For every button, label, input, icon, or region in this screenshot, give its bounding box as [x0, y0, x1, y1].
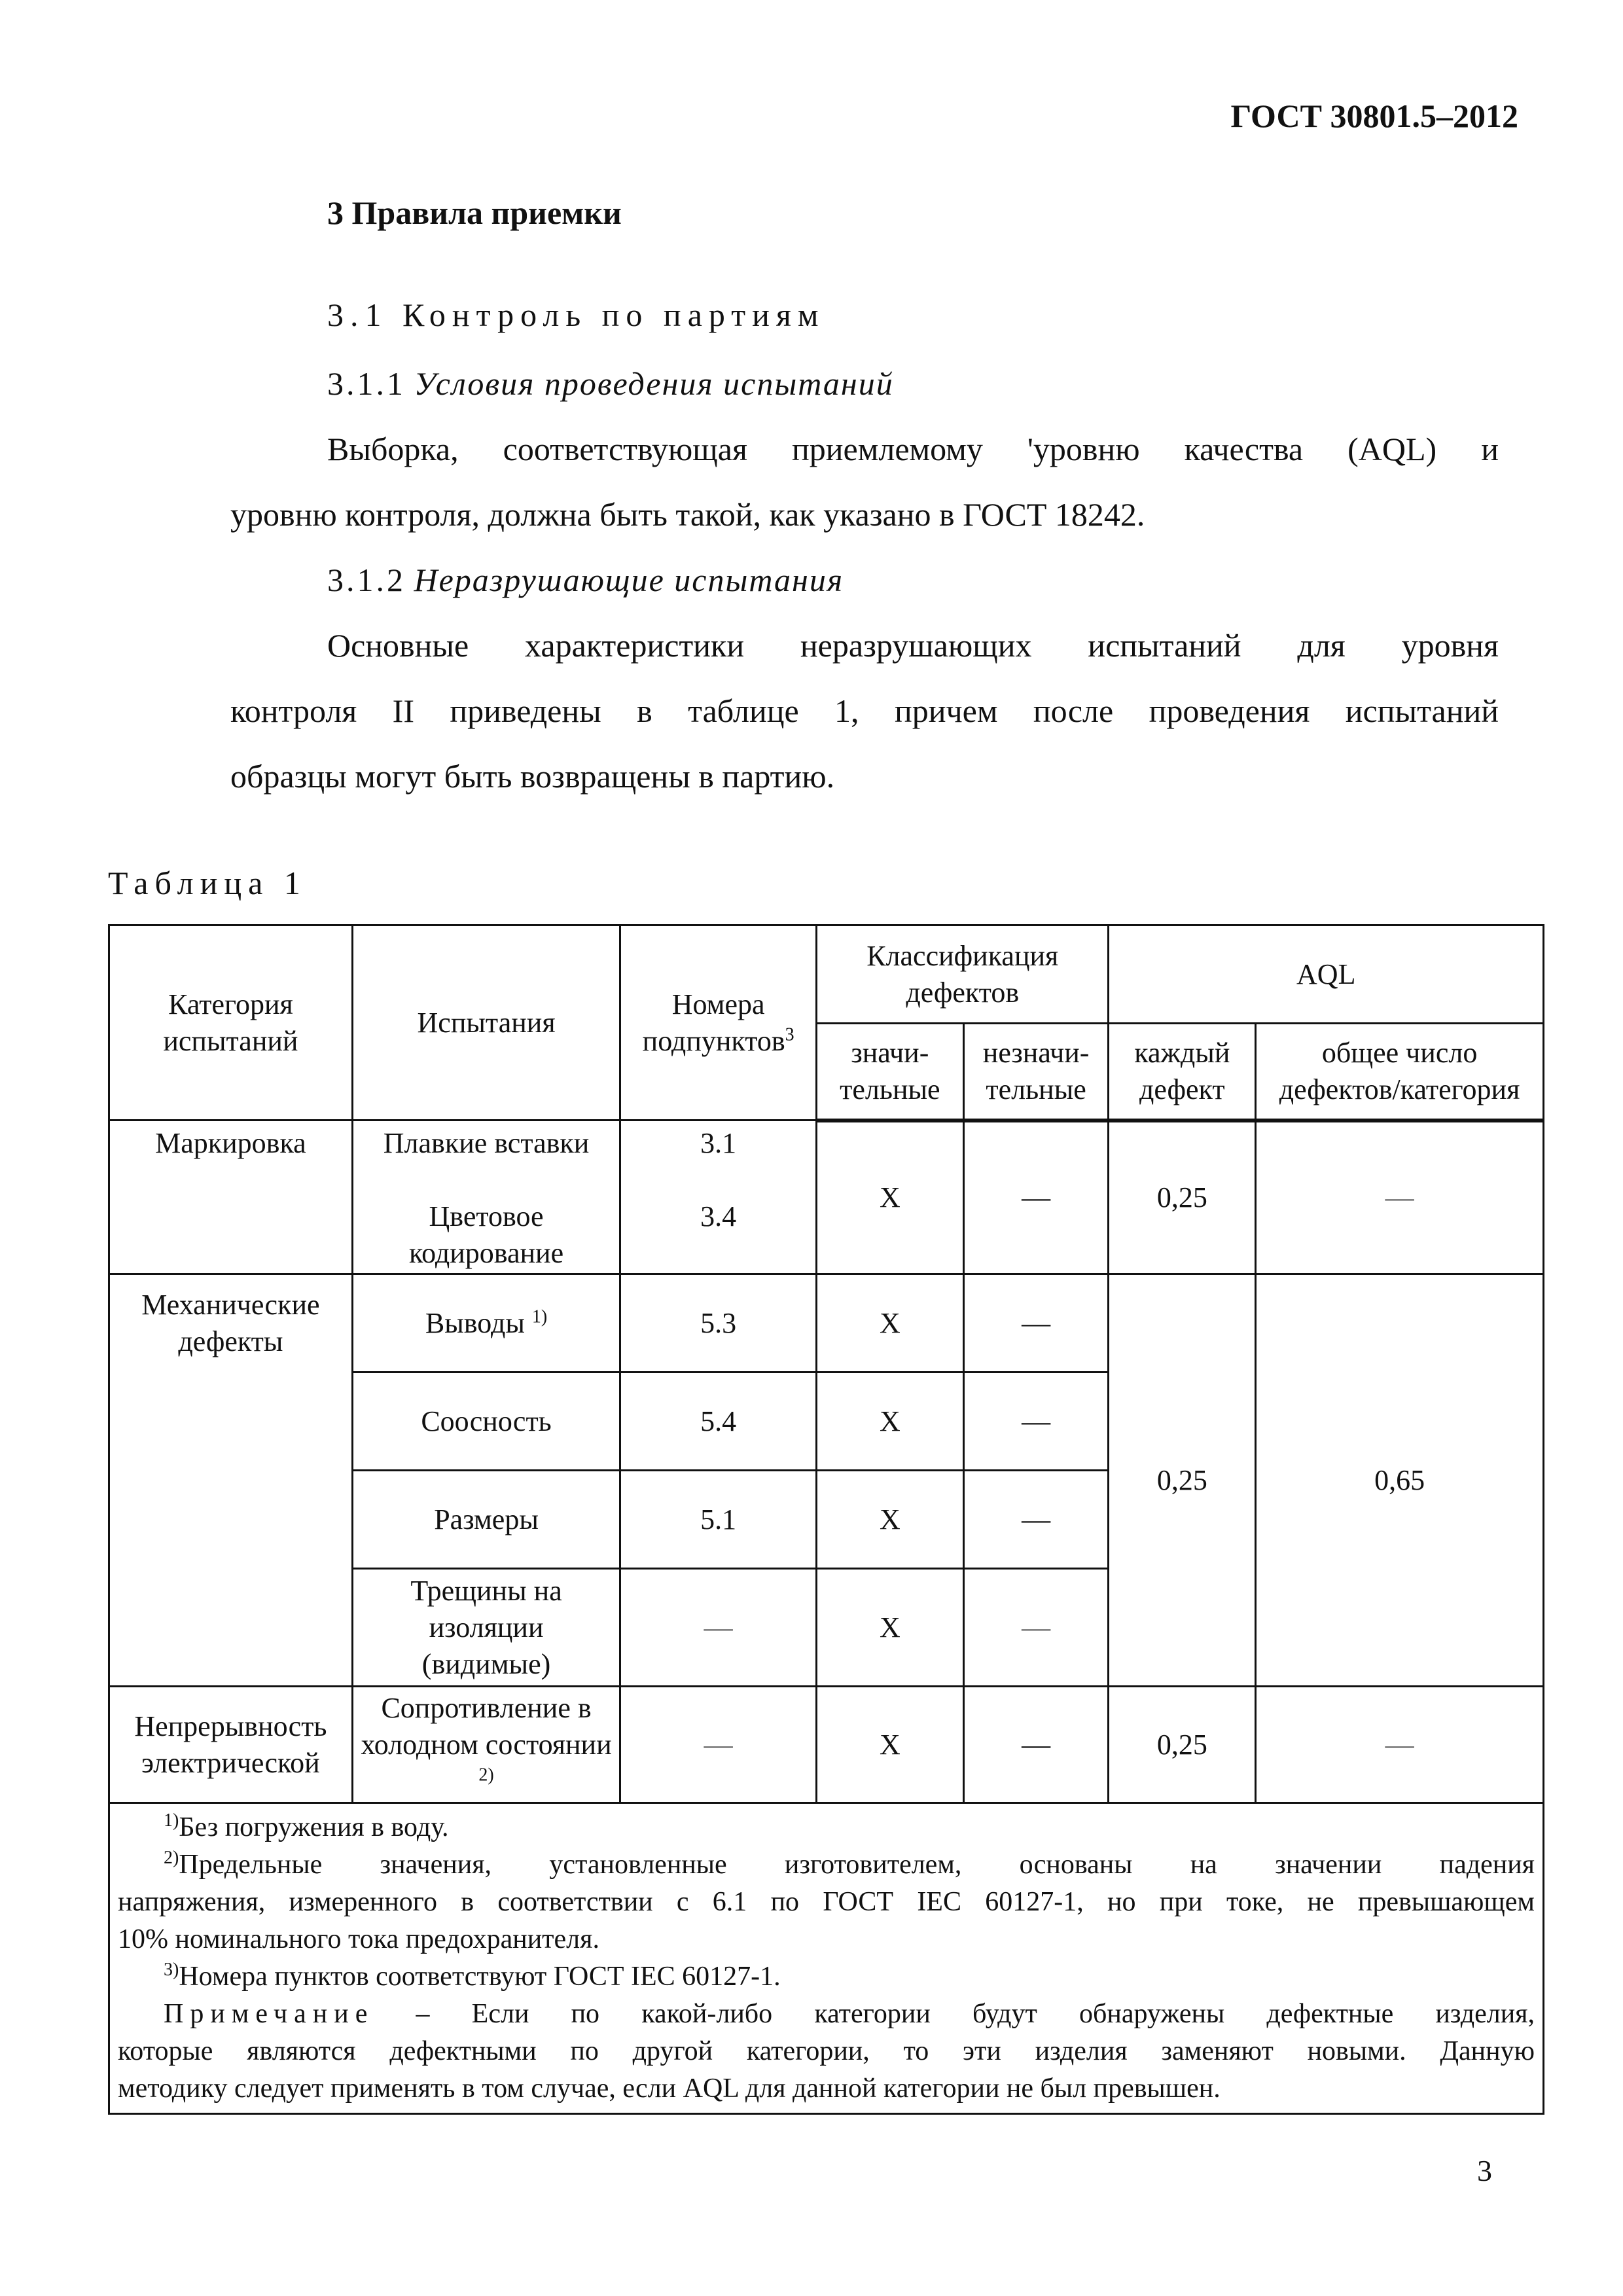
test-leads: Выводы	[425, 1306, 525, 1339]
paragraph-2-line-2: контроля II приведены в таблице 1, причем после проведения испытаний	[230, 692, 1499, 729]
standard-code: ГОСТ 30801.5–2012	[1230, 98, 1518, 134]
significant-cell: X	[817, 1372, 964, 1471]
subsection-number: 3.1.1	[327, 365, 406, 402]
significant-cell: X	[817, 1471, 964, 1569]
header-category: Категория испытаний	[109, 925, 353, 1121]
header-numbers	[620, 925, 817, 1121]
table-row	[109, 1687, 1544, 1803]
footnote-1	[118, 1809, 1535, 1846]
category-marking: Маркировка	[109, 1121, 353, 1274]
page-number: 3	[1477, 2154, 1492, 2187]
subsection-title: Неразрушающие испытания	[414, 562, 844, 598]
test-fuse-links: Плавкие вставки	[383, 1127, 590, 1159]
subsection-number: 3.1.2	[327, 562, 406, 598]
test-cold-resistance: Сопротивление в холодном состоянии	[361, 1691, 612, 1761]
total-cell: —	[1256, 1687, 1544, 1803]
table-footnotes-row	[109, 1803, 1544, 2114]
header-aql: AQL	[1109, 925, 1544, 1024]
table-footnotes	[109, 1803, 1544, 2114]
note-text-1: – Если по какой-либо категории будут обнаружены дефектные изделия,	[416, 1999, 1535, 2029]
header-classification: Классификация дефектов	[817, 925, 1109, 1024]
insignificant-cell: —	[963, 1372, 1109, 1471]
footnote-2-text-2: напряжения, измеренного в соответствии с 6.1 по ГОСТ IEC 60127-1, но при токе, не превышающем	[118, 1887, 1535, 1917]
footnote-3-mark: 3)	[164, 1960, 179, 1980]
test-color-coding: Цветовое кодирование	[408, 1200, 564, 1269]
significant-cell: X	[817, 1121, 964, 1274]
number-cell: 5.1	[620, 1471, 817, 1569]
test-alignment: Соосность	[352, 1372, 620, 1471]
each-defect-cell: 0,25	[1109, 1121, 1256, 1274]
number-cell	[620, 1121, 817, 1274]
paragraph-2-line-1: Основные характеристики неразрушающих испытаний для уровня	[327, 627, 1499, 664]
number-cell: 5.4	[620, 1372, 817, 1471]
insignificant-cell: —	[963, 1471, 1109, 1569]
footnote-1-text: Без погружения в воду.	[179, 1812, 449, 1842]
test-cell	[352, 1121, 620, 1274]
test-cell	[352, 1274, 620, 1372]
header-each-defect: каждый дефект	[1109, 1024, 1256, 1121]
footnote-2	[118, 1846, 1535, 1884]
insignificant-cell: —	[963, 1274, 1109, 1372]
footnote-ref-1: 1)	[531, 1306, 548, 1327]
insignificant-cell: —	[963, 1121, 1109, 1274]
header-tests: Испытания	[352, 925, 620, 1121]
significant-cell: X	[817, 1569, 964, 1687]
paragraph-2-line-3: образцы могут быть возвращены в партию.	[230, 758, 835, 795]
number-3-1: 3.1	[700, 1127, 737, 1159]
insignificant-cell: —	[963, 1687, 1109, 1803]
note-text-3: методику следует применять в том случае, если AQL для данной категории не был превышен.	[118, 2073, 1221, 2104]
category-continuity: Непрерывность электрической	[109, 1687, 353, 1803]
header-numbers-text: Номера подпунктов	[642, 988, 785, 1057]
table-caption: Таблица 1	[108, 865, 307, 901]
footnote-3	[118, 1958, 1535, 1996]
each-defect-cell: 0,25	[1109, 1687, 1256, 1803]
number-cell: —	[620, 1569, 817, 1687]
subsection-3-1-2	[327, 547, 844, 613]
paragraph-1-line-2: уровню контроля, должна быть такой, как указано в ГОСТ 18242.	[230, 496, 1145, 533]
note-text-2: которые являются дефектными по другой категории, то эти изделия заменяют новыми. Данную	[118, 2036, 1535, 2066]
test-dimensions: Размеры	[352, 1471, 620, 1569]
note-label: Примечание	[164, 1999, 374, 2029]
number-cell: —	[620, 1687, 817, 1803]
significant-cell: X	[817, 1274, 964, 1372]
each-defect-cell: 0,25	[1109, 1274, 1256, 1687]
subsection-3-1-1	[327, 350, 894, 417]
header-significant: значи-тельные	[817, 1024, 964, 1121]
table-row	[109, 1121, 1544, 1274]
subsection-3-1: 3.1 Контроль по партиям	[327, 296, 825, 333]
table-row	[109, 1274, 1544, 1372]
test-insulation-cracks: Трещины на изоляции (видимые)	[352, 1569, 620, 1687]
footnote-ref-3: 3	[785, 1024, 794, 1045]
footnote-3-text: Номера пунктов соответствуют ГОСТ IEC 60127-1.	[179, 1962, 781, 1992]
header-total: общее число дефектов/категория	[1256, 1024, 1544, 1121]
paragraph-1-line-1: Выборка, соответствующая приемлемому 'уровню качества (AQL) и	[327, 431, 1499, 467]
footnote-ref-2: 2)	[478, 1764, 494, 1785]
number-cell: 5.3	[620, 1274, 817, 1372]
section-title: 3 Правила приемки	[327, 194, 622, 231]
note	[118, 1996, 1535, 2033]
number-3-4: 3.4	[700, 1200, 737, 1232]
total-cell: 0,65	[1256, 1274, 1544, 1687]
footnote-2-text-1: Предельные значения, установленные изготовителем, основаны на значении падения	[179, 1850, 1535, 1880]
header-insignificant: незначи-тельные	[963, 1024, 1109, 1121]
footnote-2-text-3: 10% номинального тока предохранителя.	[118, 1924, 599, 1954]
footnote-1-mark: 1)	[164, 1810, 179, 1831]
table-1	[108, 924, 1544, 2115]
footnote-2-mark: 2)	[164, 1848, 179, 1868]
category-mechanical: Механические дефекты	[109, 1274, 353, 1687]
test-cell	[352, 1687, 620, 1803]
total-cell: —	[1256, 1121, 1544, 1274]
insignificant-cell: —	[963, 1569, 1109, 1687]
significant-cell: X	[817, 1687, 964, 1803]
subsection-title: Условия проведения испытаний	[414, 365, 894, 402]
